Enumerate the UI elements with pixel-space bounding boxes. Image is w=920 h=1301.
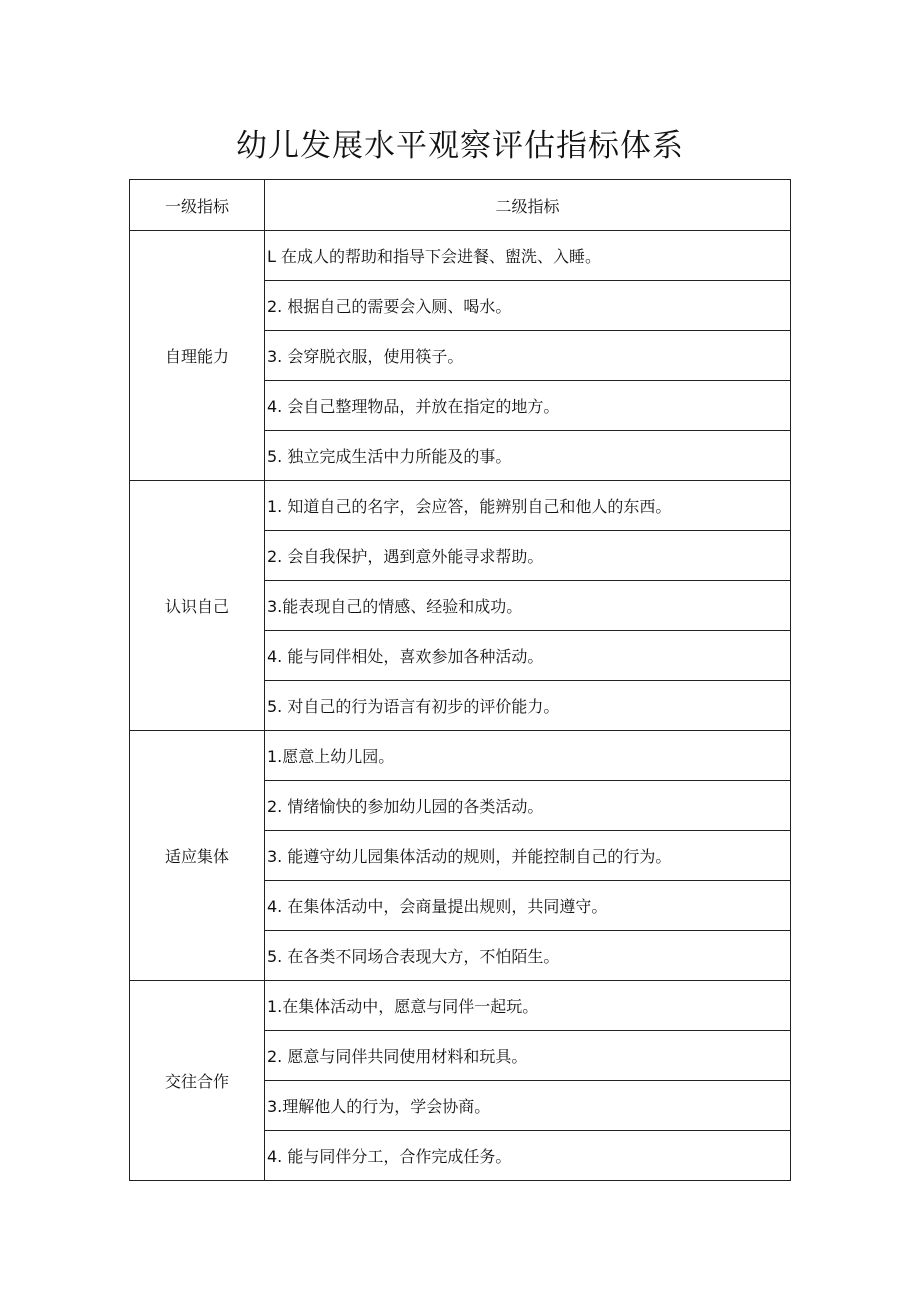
level2-indicator: 4. 能与同伴分工，合作完成任务。: [265, 1131, 791, 1181]
table-row: [130, 481, 791, 531]
level2-indicator: 4. 会自己整理物品，并放在指定的地方。: [265, 381, 791, 431]
level1-indicator-self-awareness: 认识自己: [130, 481, 265, 731]
level2-indicator: 3. 能遵守幼儿园集体活动的规则，并能控制自己的行为。: [265, 831, 791, 881]
level2-indicator: 3. 会穿脱衣服，使用筷子。: [265, 331, 791, 381]
level2-indicator: 3.理解他人的行为，学会协商。: [265, 1081, 791, 1131]
level2-indicator: 4. 在集体活动中，会商量提出规则，共同遵守。: [265, 881, 791, 931]
level1-indicator-communication-cooperation: 交往合作: [130, 981, 265, 1181]
page-title: 幼儿发展水平观察评估指标体系: [236, 128, 684, 164]
level2-indicator: 1.愿意上幼儿园。: [265, 731, 791, 781]
level2-indicator: 2. 根据自己的需要会入厕、喝水。: [265, 281, 791, 331]
level2-indicator: 4. 能与同伴相处，喜欢参加各种活动。: [265, 631, 791, 681]
level1-indicator-self-care: 自理能力: [130, 231, 265, 481]
level2-indicator: 5. 独立完成生活中力所能及的事。: [265, 431, 791, 481]
column-header-level2: 二级指标: [265, 180, 791, 231]
table-row: [130, 981, 791, 1031]
table-row: [130, 231, 791, 281]
column-header-level1: 一级指标: [130, 180, 265, 231]
level2-indicator: 2. 愿意与同伴共同使用材料和玩具。: [265, 1031, 791, 1081]
level2-indicator: 2. 情绪愉快的参加幼儿园的各类活动。: [265, 781, 791, 831]
level2-indicator: 5. 对自己的行为语言有初步的评价能力。: [265, 681, 791, 731]
table-row: [130, 731, 791, 781]
indicator-table: [129, 179, 791, 1181]
level2-indicator: 1. 知道自己的名字，会应答，能辨别自己和他人的东西。: [265, 481, 791, 531]
level2-indicator: 3.能表现自己的情感、经验和成功。: [265, 581, 791, 631]
level2-indicator: 1.在集体活动中，愿意与同伴一起玩。: [265, 981, 791, 1031]
level2-indicator: 2. 会自我保护，遇到意外能寻求帮助。: [265, 531, 791, 581]
table-header-row: [130, 180, 791, 231]
level2-indicator: L 在成人的帮助和指导下会进餐、盥洗、入睡。: [265, 231, 791, 281]
level2-indicator: 5. 在各类不同场合表现大方，不怕陌生。: [265, 931, 791, 981]
level1-indicator-group-adaptation: 适应集体: [130, 731, 265, 981]
